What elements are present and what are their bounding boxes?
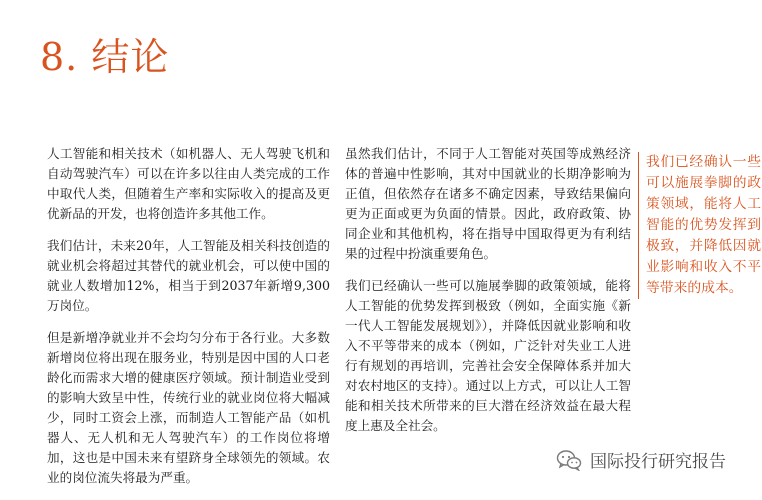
wechat-icon [556,449,582,471]
right-text-column [345,144,631,448]
watermark-text: 国际投行研究报告 [590,452,726,472]
paragraph: 我们已经确认一些可以施展拳脚的政策领域，能将人工智能的优势发挥到极致（例如，全面实施《新一代人工智能发展规划》），并降低因就业影响和收入不平等带来的成本（例如，广泛针对失业工人进行有规划的再培训，完善社会安全保障体系并加大对农村地区的支持）。通过以上方式，可以让人工智能和相关技术所带来的巨大潜在经济效益在最大程度上惠及全社会。 [345,278,631,433]
left-text-column [47,144,330,500]
pull-quote: 我们已经确认一些可以施展拳脚的政策领域，能将人工智能的优势发挥到极致，并降低因就业影响和收入不平等带来的成本。 [638,152,761,299]
paragraph: 人工智能和相关技术（如机器人、无人驾驶飞机和自动驾驶汽车）可以在许多以往由人类完成的工作中取代人类，但随着生产率和实际收入的提高及更优新品的开发，也将创造许多其他工作。 [47,146,330,221]
watermark [556,447,726,472]
paragraph: 我们估计，未来20年，人工智能及相关科技创造的就业机会将超过其替代的就业机会，可以使中国的就业人数增加12%，相当于到2037年新增9,300万岗位。 [47,238,330,313]
paragraph: 但是新增净就业并不会均匀分布于各行业。大多数新增岗位将出现在服务业，特别是因中国的人口老龄化而需求大增的健康医疗领域。预计制造业受到的影响大致呈中性，传统行业的就业岗位将大幅减少，同时工资会上涨，而制造人工智能产品（如机器人、无人机和无人驾驶汽车）的工作岗位将增加，这也是中国未来有望跻身全球领先的领域。农业的岗位流失将最为严重。 [47,330,330,485]
section-title: 8. 结论 [40,35,170,79]
paragraph: 虽然我们估计，不同于人工智能对英国等成熟经济体的普遍中性影响，其对中国就业的长期净影响为正值，但依然存在诸多不确定因素，导致结果偏向更为正面或更为负面的情景。因此，政府政策、协同企业和其他机构，将在指导中国取得更为有利结果的过程中扮演重要角色。 [345,146,631,261]
